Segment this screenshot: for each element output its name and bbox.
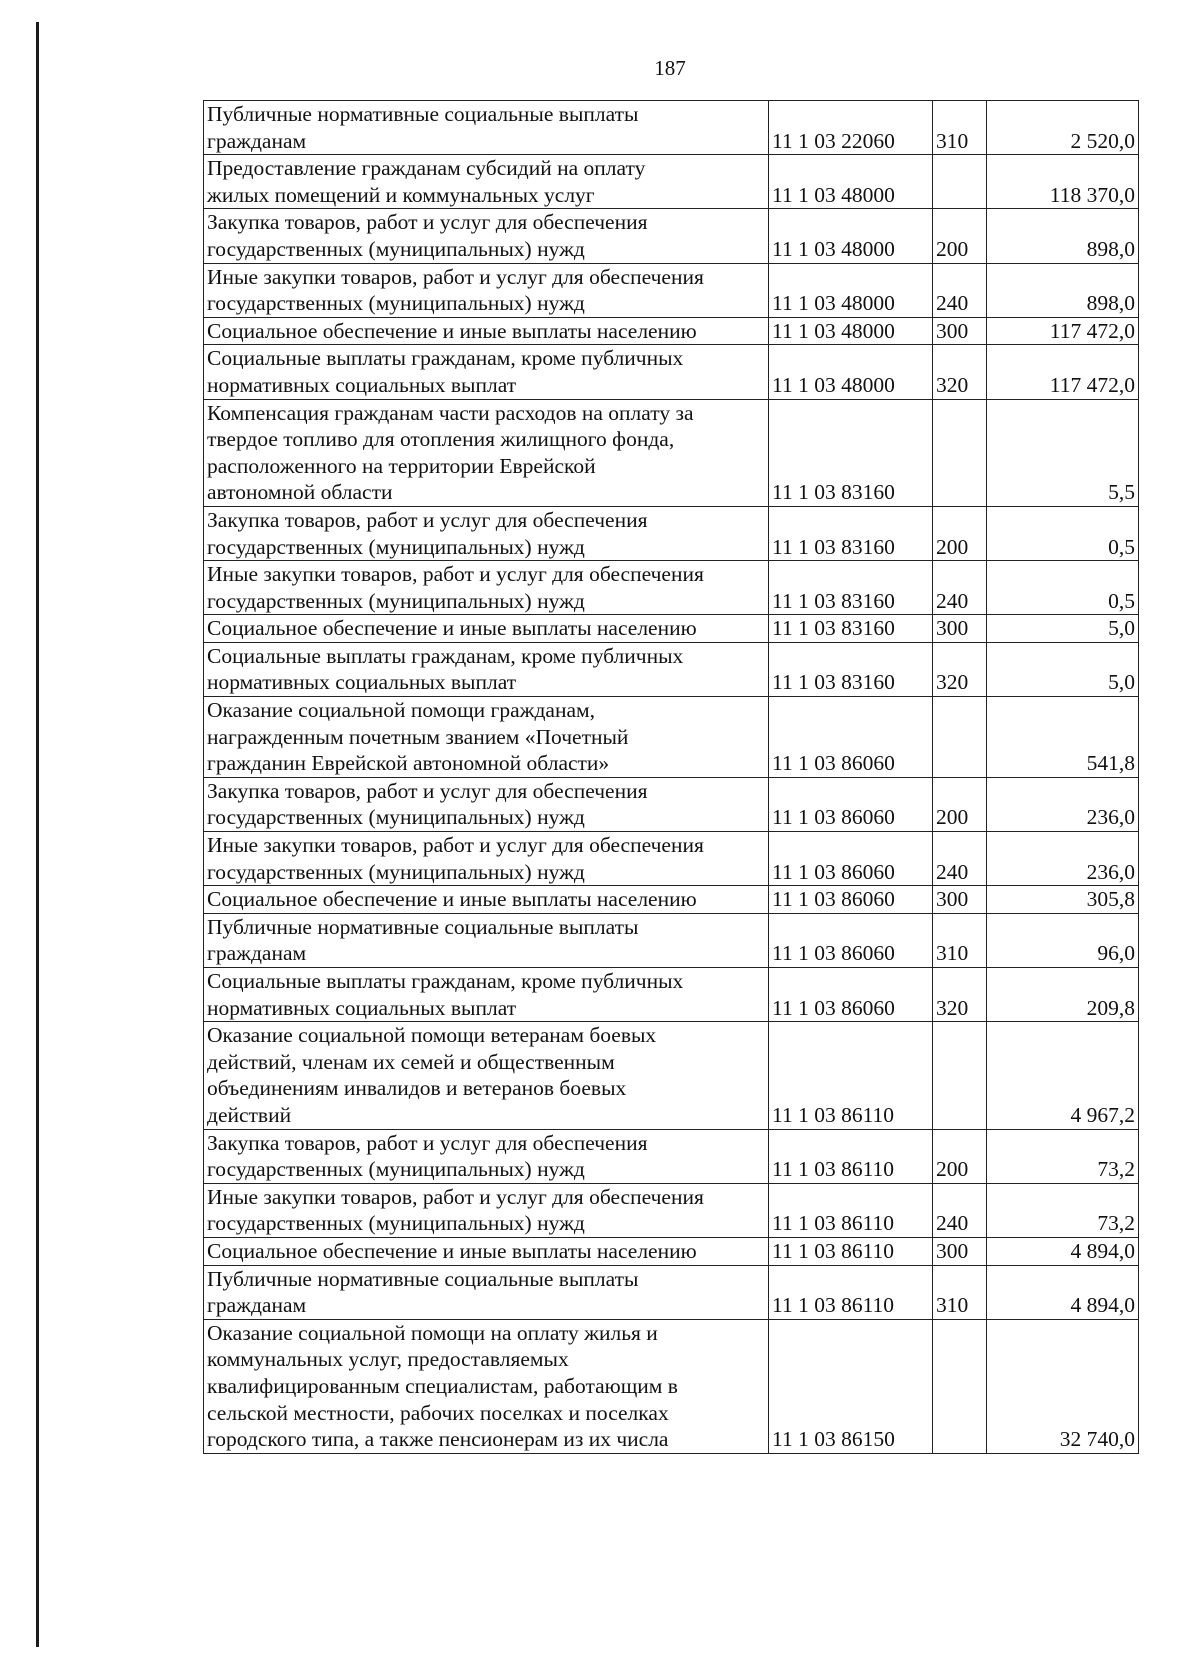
expense-type-cell: 240 — [933, 561, 987, 615]
target-code-cell: 11 1 03 86110 — [769, 1129, 933, 1183]
budget-table — [203, 100, 1139, 1454]
table-row — [204, 506, 1139, 560]
expense-type-cell: 240 — [933, 832, 987, 886]
expense-name-cell: Закупка товаров, работ и услуг для обеспечения государственных (муниципальных) нужд — [204, 506, 769, 560]
table-row — [204, 968, 1139, 1022]
amount-cell: 4 967,2 — [987, 1022, 1139, 1129]
target-code-cell: 11 1 03 83160 — [769, 561, 933, 615]
amount-cell: 541,8 — [987, 697, 1139, 778]
expense-name-cell: Оказание социальной помощи ветеранам боевых действий, членам их семей и общественным объединениям инвалидов и ветеранов боевых действий — [204, 1022, 769, 1129]
amount-cell: 73,2 — [987, 1183, 1139, 1237]
expense-name-cell: Оказание социальной помощи на оплату жилья и коммунальных услуг, предоставляемых квалифицированным специалистам, работающим в сельской местности, рабочих поселках и поселках городского типа, а также пенсионерам из их числа — [204, 1319, 769, 1453]
table-row — [204, 777, 1139, 831]
amount-cell: 2 520,0 — [987, 101, 1139, 155]
expense-type-cell: 240 — [933, 1183, 987, 1237]
expense-type-cell: 310 — [933, 101, 987, 155]
table-row — [204, 155, 1139, 209]
target-code-cell: 11 1 03 48000 — [769, 263, 933, 317]
amount-cell: 0,5 — [987, 506, 1139, 560]
amount-cell: 4 894,0 — [987, 1265, 1139, 1319]
page-number: 187 — [654, 56, 686, 80]
expense-type-cell: 320 — [933, 642, 987, 696]
amount-cell: 236,0 — [987, 832, 1139, 886]
expense-type-cell: 300 — [933, 317, 987, 345]
expense-type-cell — [933, 1319, 987, 1453]
expense-name-cell: Иные закупки товаров, работ и услуг для обеспечения государственных (муниципальных) нужд — [204, 561, 769, 615]
amount-cell: 118 370,0 — [987, 155, 1139, 209]
table-row — [204, 886, 1139, 914]
table-row — [204, 1129, 1139, 1183]
target-code-cell: 11 1 03 83160 — [769, 506, 933, 560]
target-code-cell: 11 1 03 86060 — [769, 886, 933, 914]
expense-name-cell: Социальное обеспечение и иные выплаты населению — [204, 1237, 769, 1265]
expense-name-cell: Социальное обеспечение и иные выплаты населению — [204, 886, 769, 914]
expense-type-cell: 200 — [933, 777, 987, 831]
expense-name-cell: Социальное обеспечение и иные выплаты населению — [204, 317, 769, 345]
amount-cell: 305,8 — [987, 886, 1139, 914]
expense-name-cell: Публичные нормативные социальные выплаты гражданам — [204, 101, 769, 155]
target-code-cell: 11 1 03 86060 — [769, 968, 933, 1022]
expense-type-cell: 300 — [933, 886, 987, 914]
amount-cell: 0,5 — [987, 561, 1139, 615]
amount-cell: 5,0 — [987, 615, 1139, 643]
target-code-cell: 11 1 03 86110 — [769, 1237, 933, 1265]
target-code-cell: 11 1 03 83160 — [769, 642, 933, 696]
expense-type-cell: 200 — [933, 506, 987, 560]
target-code-cell: 11 1 03 86060 — [769, 697, 933, 778]
amount-cell: 4 894,0 — [987, 1237, 1139, 1265]
amount-cell: 117 472,0 — [987, 317, 1139, 345]
expense-name-cell: Социальные выплаты гражданам, кроме публичных нормативных социальных выплат — [204, 345, 769, 399]
table-row — [204, 697, 1139, 778]
amount-cell: 209,8 — [987, 968, 1139, 1022]
expense-name-cell: Закупка товаров, работ и услуг для обеспечения государственных (муниципальных) нужд — [204, 777, 769, 831]
amount-cell: 73,2 — [987, 1129, 1139, 1183]
table-row — [204, 615, 1139, 643]
table-row — [204, 1319, 1139, 1453]
target-code-cell: 11 1 03 48000 — [769, 317, 933, 345]
expense-name-cell: Закупка товаров, работ и услуг для обеспечения государственных (муниципальных) нужд — [204, 1129, 769, 1183]
target-code-cell: 11 1 03 83160 — [769, 615, 933, 643]
amount-cell: 32 740,0 — [987, 1319, 1139, 1453]
target-code-cell: 11 1 03 48000 — [769, 155, 933, 209]
table-row — [204, 345, 1139, 399]
amount-cell: 898,0 — [987, 263, 1139, 317]
target-code-cell: 11 1 03 86060 — [769, 777, 933, 831]
expense-type-cell — [933, 1022, 987, 1129]
expense-type-cell: 240 — [933, 263, 987, 317]
amount-cell: 96,0 — [987, 913, 1139, 967]
expense-type-cell — [933, 399, 987, 506]
table-row — [204, 1265, 1139, 1319]
target-code-cell: 11 1 03 86060 — [769, 913, 933, 967]
target-code-cell: 11 1 03 48000 — [769, 345, 933, 399]
table-row — [204, 832, 1139, 886]
table-row — [204, 101, 1139, 155]
table-row — [204, 1237, 1139, 1265]
target-code-cell: 11 1 03 86110 — [769, 1265, 933, 1319]
expense-name-cell: Социальные выплаты гражданам, кроме публичных нормативных социальных выплат — [204, 642, 769, 696]
expense-name-cell: Социальное обеспечение и иные выплаты населению — [204, 615, 769, 643]
expense-type-cell: 300 — [933, 1237, 987, 1265]
amount-cell: 236,0 — [987, 777, 1139, 831]
expense-name-cell: Оказание социальной помощи гражданам, награжденным почетным званием «Почетный гражданин Еврейской автономной области» — [204, 697, 769, 778]
target-code-cell: 11 1 03 86060 — [769, 832, 933, 886]
target-code-cell: 11 1 03 86110 — [769, 1183, 933, 1237]
amount-cell: 898,0 — [987, 209, 1139, 263]
expense-name-cell: Иные закупки товаров, работ и услуг для обеспечения государственных (муниципальных) нужд — [204, 832, 769, 886]
table-row — [204, 1022, 1139, 1129]
table-row — [204, 1183, 1139, 1237]
table-row — [204, 913, 1139, 967]
target-code-cell: 11 1 03 86110 — [769, 1022, 933, 1129]
target-code-cell: 11 1 03 48000 — [769, 209, 933, 263]
expense-name-cell: Иные закупки товаров, работ и услуг для обеспечения государственных (муниципальных) нужд — [204, 1183, 769, 1237]
expense-name-cell: Закупка товаров, работ и услуг для обеспечения государственных (муниципальных) нужд — [204, 209, 769, 263]
binding-edge-line — [36, 22, 39, 1647]
target-code-cell: 11 1 03 86150 — [769, 1319, 933, 1453]
expense-name-cell: Публичные нормативные социальные выплаты гражданам — [204, 1265, 769, 1319]
amount-cell: 117 472,0 — [987, 345, 1139, 399]
expense-type-cell: 200 — [933, 1129, 987, 1183]
table-row — [204, 317, 1139, 345]
expense-name-cell: Публичные нормативные социальные выплаты гражданам — [204, 913, 769, 967]
expense-name-cell: Иные закупки товаров, работ и услуг для обеспечения государственных (муниципальных) нужд — [204, 263, 769, 317]
table-row — [204, 399, 1139, 506]
expense-name-cell: Социальные выплаты гражданам, кроме публичных нормативных социальных выплат — [204, 968, 769, 1022]
budget-table-body — [204, 101, 1139, 1454]
amount-cell: 5,5 — [987, 399, 1139, 506]
expense-type-cell — [933, 155, 987, 209]
expense-type-cell: 310 — [933, 913, 987, 967]
table-row — [204, 642, 1139, 696]
expense-type-cell: 320 — [933, 345, 987, 399]
table-row — [204, 263, 1139, 317]
expense-type-cell: 320 — [933, 968, 987, 1022]
expense-name-cell: Предоставление гражданам субсидий на оплату жилых помещений и коммунальных услуг — [204, 155, 769, 209]
expense-name-cell: Компенсация гражданам части расходов на оплату за твердое топливо для отопления жилищного фонда, расположенного на территории Еврейской автономной области — [204, 399, 769, 506]
amount-cell: 5,0 — [987, 642, 1139, 696]
expense-type-cell — [933, 697, 987, 778]
target-code-cell: 11 1 03 83160 — [769, 399, 933, 506]
expense-type-cell: 200 — [933, 209, 987, 263]
table-row — [204, 209, 1139, 263]
table-row — [204, 561, 1139, 615]
expense-type-cell: 300 — [933, 615, 987, 643]
expense-type-cell: 310 — [933, 1265, 987, 1319]
target-code-cell: 11 1 03 22060 — [769, 101, 933, 155]
